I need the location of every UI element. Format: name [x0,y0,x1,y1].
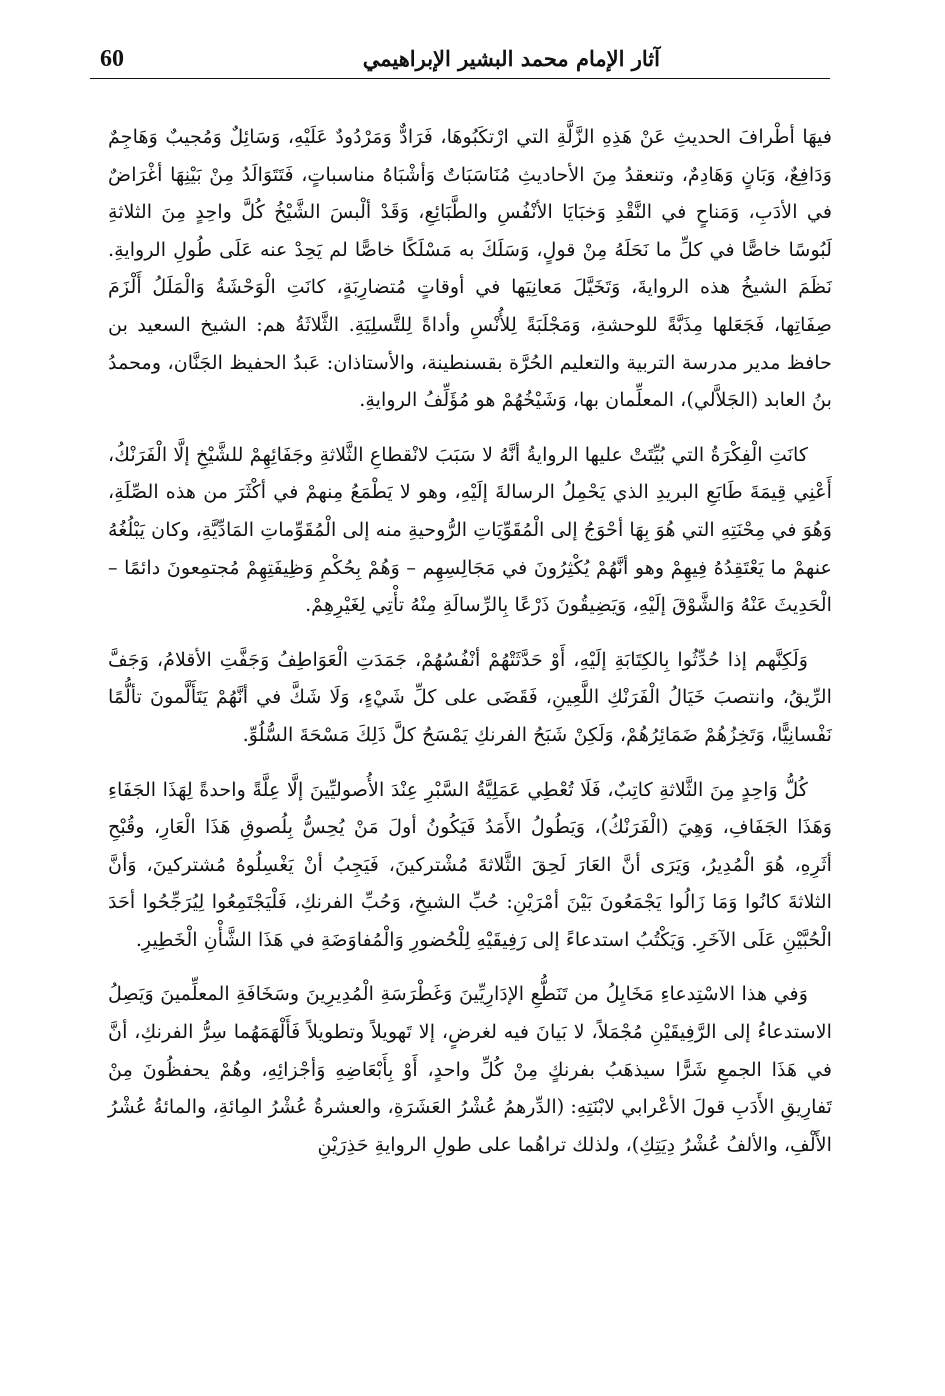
paragraph-1: فيهَا أطْرافَ الحديثِ عَنْ هَذِهِ الزَّلَّةِ التي ارْتكَبُوهَا، فَرَادٌّ وَمَرْدُودٌ عَلَيْهِ، وَسَائِلٌ وَمُجيبٌ وَهَاجِمٌ وَدَافِعٌ، وَبَانٍ وَهَادِمٌ، وتنعقدُ مِنَ الأحاديثِ مُنَاسَبَاتٌ وَأشْبَاهُ مناسباتٍ، فَتَتَوَالَدُ مِنْ بَيْنِهَا أغْرَاضٌ في الأدَبِ، وَمَناحٍ في النَّقْدِ وَخبَايَا الأنْفُسِ والطَّبَائِعِ، وَقَدْ ألْبسَ الشَّيْخُ كُلَّ واحِدٍ مِنَ الثلاثةِ لَبُوسًا خاصًّا في كلِّ ما نَحَلَهُ مِنْ قولٍ، وَسَلَكَ به مَسْلَكًا خاصًّا لم يَحِدْ عنه عَلَى طُولِ الروايةِ. نَظَمَ الشيخُ هذه الروايةَ، وَتَخَيَّلَ مَعانِيَها في أوقاتٍ مُتضارِبَةٍ، كانَتِ الْوَحْشَةُ وَالْمَلَلُ أَلْزَمَ صِفَاتِها، فَجَعَلها مِذَبَّةً للوحشةِ، وَمَجْلَبَةً لِلأُنْسِ وأداةً لِلتَّسلِيَةِ. الثَّلاثَةُ هم: الشيخ السعيد بن حافظ مدير مدرسة التربية والتعليم الحُرَّة بقسنطينة، والأستاذان: عَبدُ الحفيظ الجَنَّان، ومحمدُ بنُ العابد (الجَلاَّلي)، المعلِّمان بها، وَشَيْخُهُمْ هو مُؤَلِّفُ الروايةِ. [108,125,832,412]
paragraph-2: كانَتِ الْفِكْرَةُ التي بُيِّتَتْ عليها الروايةُ أنَّهُ لا سَبَبَ لانْقطاعِ الثَّلاثةِ وجَفَائِهِمْ للشَّيْخِ إلَّا الْفَرَنْكُ، أَعْنِي قِيمَةَ طَابَعِ البريدِ الذي يَحْمِلُ الرسالةَ إلَيْهِ، وهو لا يَطْمَعُ مِنهمْ في أكْثَرَ من هذه الصِّلَةِ، وَهُوَ في مِحْنَتِهِ التي هُوَ بِهَا أحْوَجُ إلى الْمُقَوِّيَاتِ الرُّوحيةِ منه إلى الْمُقَوِّماتِ المَادِّيَّةِ، وكان يَبْلُغُهُ عنهمْ ما يَعْتَقِدُهُ فِيهِمْ وهو أنَّهُمْ يُكْثِرُونَ في مَجَالِسِهِم – وَهُمْ بِحُكْمِ وَظِيفَتِهِمْ مُجتمِعونَ دائمًا – الْحَدِيثَ عَنْهُ وَالشَّوْقَ إلَيْهِ، وَيَضِيقُونَ ذَرْعًا بِالرِّسالَةِ مِنْهُ تأْتِي لِغَيْرِهِمْ. [108,442,832,617]
running-title: آثار الإمام محمد البشير الإبراهيمي [362,46,660,71]
page-number: 60 [100,46,124,72]
page-header [90,44,830,79]
paragraph-3: وَلَكِنَّهم إذا حُدِّثُوا بِالكِتَابَةِ إلَيْهِ، أَوْ حَدَّثَتْهُمْ أنْفُسُهُمْ، جَمَدَتِ الْعَوَاطِفُ وَجَفَّتِ الأقلامُ، وَجَفَّ الرِّيقُ، وانتصبَ خَيَالُ الْفَرَنْكِ اللَّعِينِ، فَقَضَى على كلِّ شَيْءٍ، وَلَا شَكَّ في أنَّهُمْ يَتَأَلَّمونَ تألُّمًا نَفْسانِيًّا، وَتَخِزُهُمْ ضَمَائِرُهُمْ، وَلَكِنْ شَبَحُ الفرنكِ يَمْسَحُ كلَّ ذَلِكَ مَسْحَةَ السُّلُوِّ. [108,647,832,746]
paragraph-5: وَفي هذا الاسْتِدعاءِ مَخَايِلُ من تَنَطُّعِ الإدَارِيِّينَ وَغَطْرَسَةِ الْمُدِيرِينَ وسَخَافَةِ المعلِّمينَ وَيَصِلُ الاستدعاءُ إلى الرَّفِيقَيْنِ مُجْمَلاً، لا بَيانَ فيه لغرضٍ، إلا تَهويلاً وتطويلاً فَأَلْهَمَهُما سِرُّ الفرنكِ، أنَّ في هَذَا الجمعِ شَرًّا سيذهَبُ بفرنكٍ مِنْ كُلِّ واحدٍ، أَوْ بِأَبْعَاضِهِ وَأجْزائِهِ، وهُمْ يحفظُونَ مِنْ تَفارِيقِ الأَدَبِ قولَ الأعْرابي لابْنَتِهِ: (الدِّرهمُ عُشْرُ العَشَرَةِ، والعشرةُ عُشْرُ المِائةِ، والمائةُ عُشْرُ الأَلْفِ، والألفُ عُشْرُ دِيَتِكِ)، ولذلك تراهُما على طولِ الروايةِ حَذِرَيْنِ [108,982,832,1156]
paragraph-4: كُلُّ وَاحِدٍ مِنَ الثَّلاثةِ كاتِبٌ، فَلَا تُعْطِي عَمَلِيَّةُ السَّبْرِ عِنْدَ الأُصوليِّينَ إلَّا عِلَّةً واحدةً لِهَذَا الجَفَاءِ وَهَذَا الجَفَافِ، وَهِيَ (الْفَرَنْكُ)، وَيَطُولُ الأَمَدُ فَيَكُونُ أولَ مَنْ يُحِسُّ بِلُصوقِ هَذَا الْعَارِ، وقُبْحِ أثَرِهِ، هُوَ الْمُدِيرُ، وَيَرَى أنَّ العَارَ لَحِقَ الثَّلاثةَ مُشْتركينَ، فَيَجِبُ أنْ يَغْسِلُوهُ مُشتركينَ، وَأنَّ الثلاثةَ كانُوا وَمَا زَالُوا يَجْمَعُونَ بَيْنَ أمْرَيْنِ: حُبِّ الشيخِ، وَحُبِّ الفرنكِ، فَلْيَجْتَمِعُوا لِيُرَجِّحُوا أحَدَ الْحُبَّيْنِ عَلَى الآخَرِ. وَيَكْتُبُ استدعاءً إلى رَفِيقَيْهِ لِلْحُضورِ وَالْمُفاوَضَةِ في هَذَا الشَّأْنِ الْخَطِيرِ. [108,777,832,951]
body-text [108,118,832,1180]
